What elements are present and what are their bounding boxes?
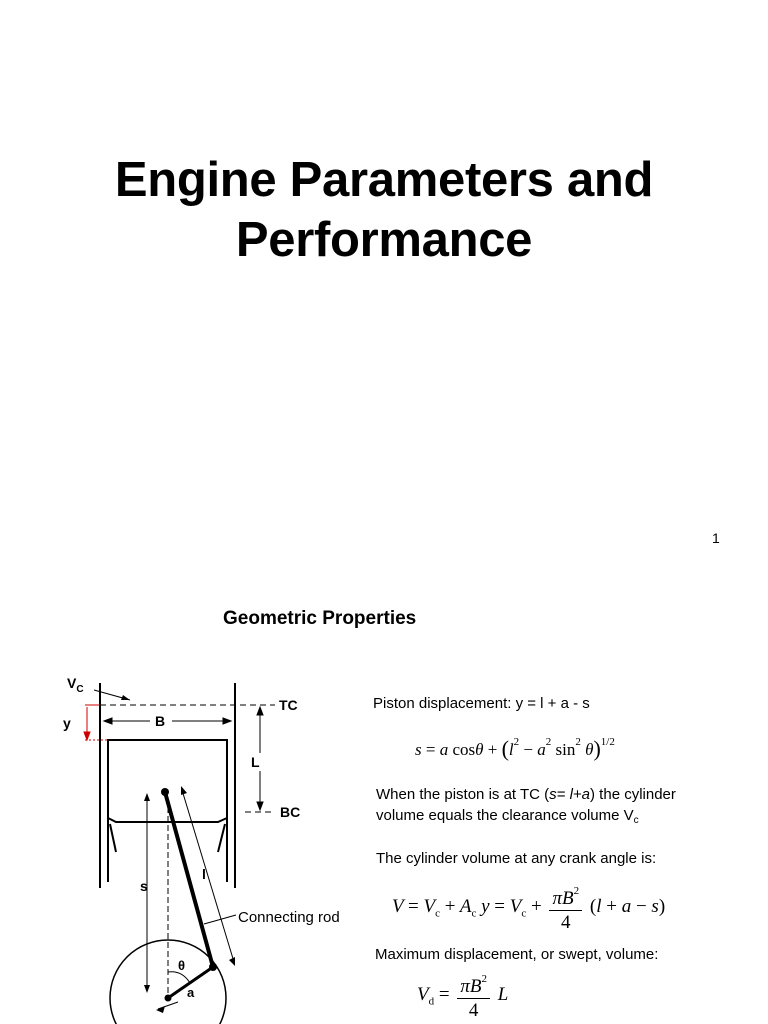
cylinder-volume-text: The cylinder volume at any crank angle is: (376, 850, 657, 867)
s-label: s (140, 878, 148, 894)
equation-s: s = a $\cos\theta + (l^2 - a^2$ $\sin^2 \theta)^{1/2}$ (415, 736, 615, 761)
l-upper-label: L (251, 754, 260, 770)
y-dimension (84, 705, 108, 740)
title-line-1: Engine Parameters and (114, 153, 654, 207)
connecting-rod-label: Connecting rod (238, 909, 340, 926)
engine-geometry-diagram (0, 660, 370, 1024)
equation-vd: $V_d$ = $\frac{\pi B^2}{4}$ L (417, 968, 508, 1023)
piston-displacement-text: Piston displacement: y = l + a - s (373, 695, 590, 712)
tc-description: When the piston is at TC (s= l+a) the cylinder volume equals the clearance volume $V_c$ (376, 786, 676, 826)
y-label: y (63, 715, 71, 731)
theta-label: θ (178, 958, 186, 973)
b-label: B (155, 713, 166, 729)
l-lower-label: l (202, 866, 206, 882)
bc-label: BC (280, 804, 301, 820)
a-label: a (187, 985, 195, 1000)
slide-title (0, 150, 768, 270)
title-line-2: Performance (235, 213, 533, 267)
vc-label: $V_C$ (67, 675, 84, 695)
equation-v: $V = V_c + A_c$ $y = V_c$ + $\frac{\pi B^2}{4}$ (l + a − s) (392, 880, 665, 935)
tc-label: TC (279, 697, 298, 713)
max-displacement-text: Maximum displacement, or swept, volume: (375, 946, 659, 963)
section-title: Geometric Properties (223, 608, 417, 629)
page-number: 1 (712, 530, 720, 546)
